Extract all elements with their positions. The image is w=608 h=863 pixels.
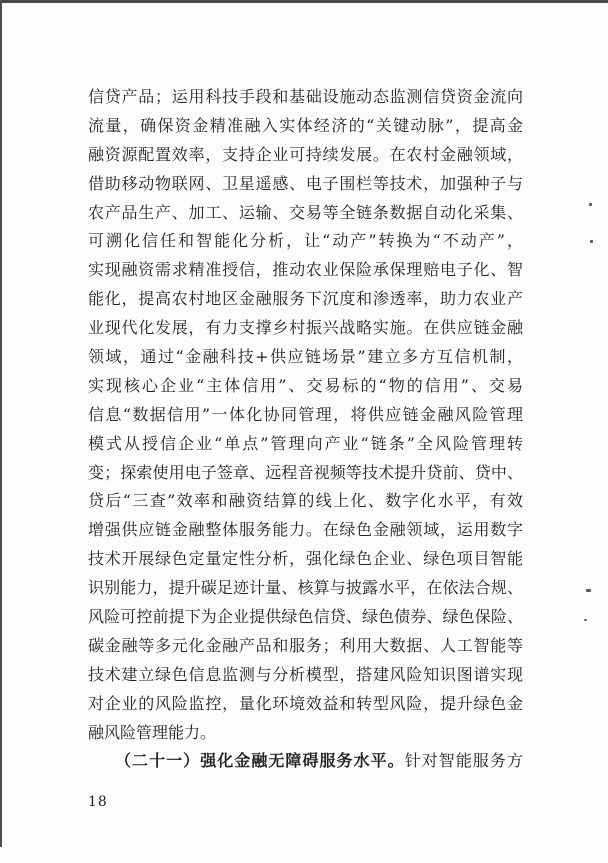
- text-segment: 对企业的风险监控，量化环境效益和转型风险，提升绿色金: [88, 693, 523, 713]
- page-number: 18: [88, 794, 108, 810]
- scan-edge-left: [0, 0, 2, 847]
- scan-speckle: [586, 589, 591, 592]
- scan-speckle: [584, 619, 587, 621]
- text-line: [88, 545, 523, 574]
- text-line: [88, 661, 523, 690]
- text-segment: 借助移动物联网、卫星遥感、电子围栏等技术，加强种子与: [88, 173, 523, 193]
- text-segment: 信息“数据信用”一体化协同管理，将供应链金融风险管理: [88, 404, 523, 424]
- text-segment: 能化，提高农村地区金融服务下沉度和渗透率，助力农业产: [88, 289, 523, 309]
- text-segment: 识别能力，提升碳足迹计量、核算与披露水平，在依法合规、: [88, 578, 523, 598]
- text-line: [88, 343, 523, 372]
- text-line: [88, 516, 523, 545]
- text-segment: 可溯化信任和智能化分析，让“动产”转换为“不动产”，: [88, 231, 523, 251]
- text-segment: 业现代化发展，有力支撑乡村振兴战略实施。在供应链金融: [88, 318, 523, 338]
- text-line: [88, 632, 523, 661]
- text-segment: 风险可控前提下为企业提供绿色信贷、绿色债券、绿色保险、: [88, 607, 523, 627]
- text-line: [88, 401, 523, 430]
- text-line: [88, 256, 523, 285]
- scan-speckle: [589, 203, 592, 206]
- text-segment: 模式从授信企业“单点”管理向产业“链条”全风险管理转: [88, 433, 523, 453]
- text-line: [88, 487, 523, 516]
- text-line: [88, 170, 523, 199]
- text-line: [88, 574, 523, 603]
- section-heading: （二十一）强化金融无障碍服务水平。: [115, 751, 405, 771]
- document-body-text: [88, 83, 523, 776]
- text-line: [88, 459, 523, 488]
- text-line: [88, 314, 523, 343]
- text-line: [88, 603, 523, 632]
- text-line: [88, 372, 523, 401]
- text-segment: 技术开展绿色定量定性分析，强化绿色企业、绿色项目智能: [88, 549, 523, 569]
- text-line: [88, 690, 523, 719]
- text-line: [88, 285, 523, 314]
- text-segment: 贷后“三查”效率和融资结算的线上化、数字化水平，有效: [88, 491, 523, 511]
- text-line: [88, 747, 523, 776]
- scan-speckle: [590, 240, 593, 243]
- text-segment: 领域，通过“金融科技+供应链场景”建立多方互信机制，: [88, 347, 523, 367]
- text-line: [88, 141, 523, 170]
- text-segment: 融风险管理能力。: [88, 722, 217, 742]
- text-segment: 实现融资需求精准授信，推动农业保险承保理赔电子化、智: [88, 260, 523, 280]
- text-line: [88, 430, 523, 459]
- text-line: [88, 719, 523, 748]
- text-line: [88, 83, 523, 112]
- text-line: [88, 199, 523, 228]
- text-line: [88, 227, 523, 256]
- text-segment: 农产品生产、加工、运输、交易等全链条数据自动化采集、: [88, 202, 523, 222]
- text-segment: 实现核心企业“主体信用”、交易标的“物的信用”、交易: [88, 375, 523, 395]
- text-segment: 碳金融等多元化金融产品和服务；利用大数据、人工智能等: [88, 635, 523, 655]
- text-segment: 增强供应链金融整体服务能力。在绿色金融领域，运用数字: [88, 520, 523, 540]
- text-segment: 变；探索使用电子签章、远程音视频等技术提升贷前、贷中、: [88, 462, 523, 482]
- text-segment: 融资源配置效率，支持企业可持续发展。在农村金融领域，: [88, 144, 523, 164]
- scan-edge-top: [0, 0, 608, 3]
- text-segment: 针对智能服务方: [404, 751, 523, 771]
- text-segment: 技术建立绿色信息监测与分析模型，搭建风险知识图谱实现: [88, 664, 523, 684]
- text-line: [88, 112, 523, 141]
- text-segment: 信贷产品；运用科技手段和基础设施动态监测信贷资金流向: [88, 87, 523, 106]
- text-segment: 流量，确保资金精准融入实体经济的“关键动脉”，提高金: [88, 115, 523, 135]
